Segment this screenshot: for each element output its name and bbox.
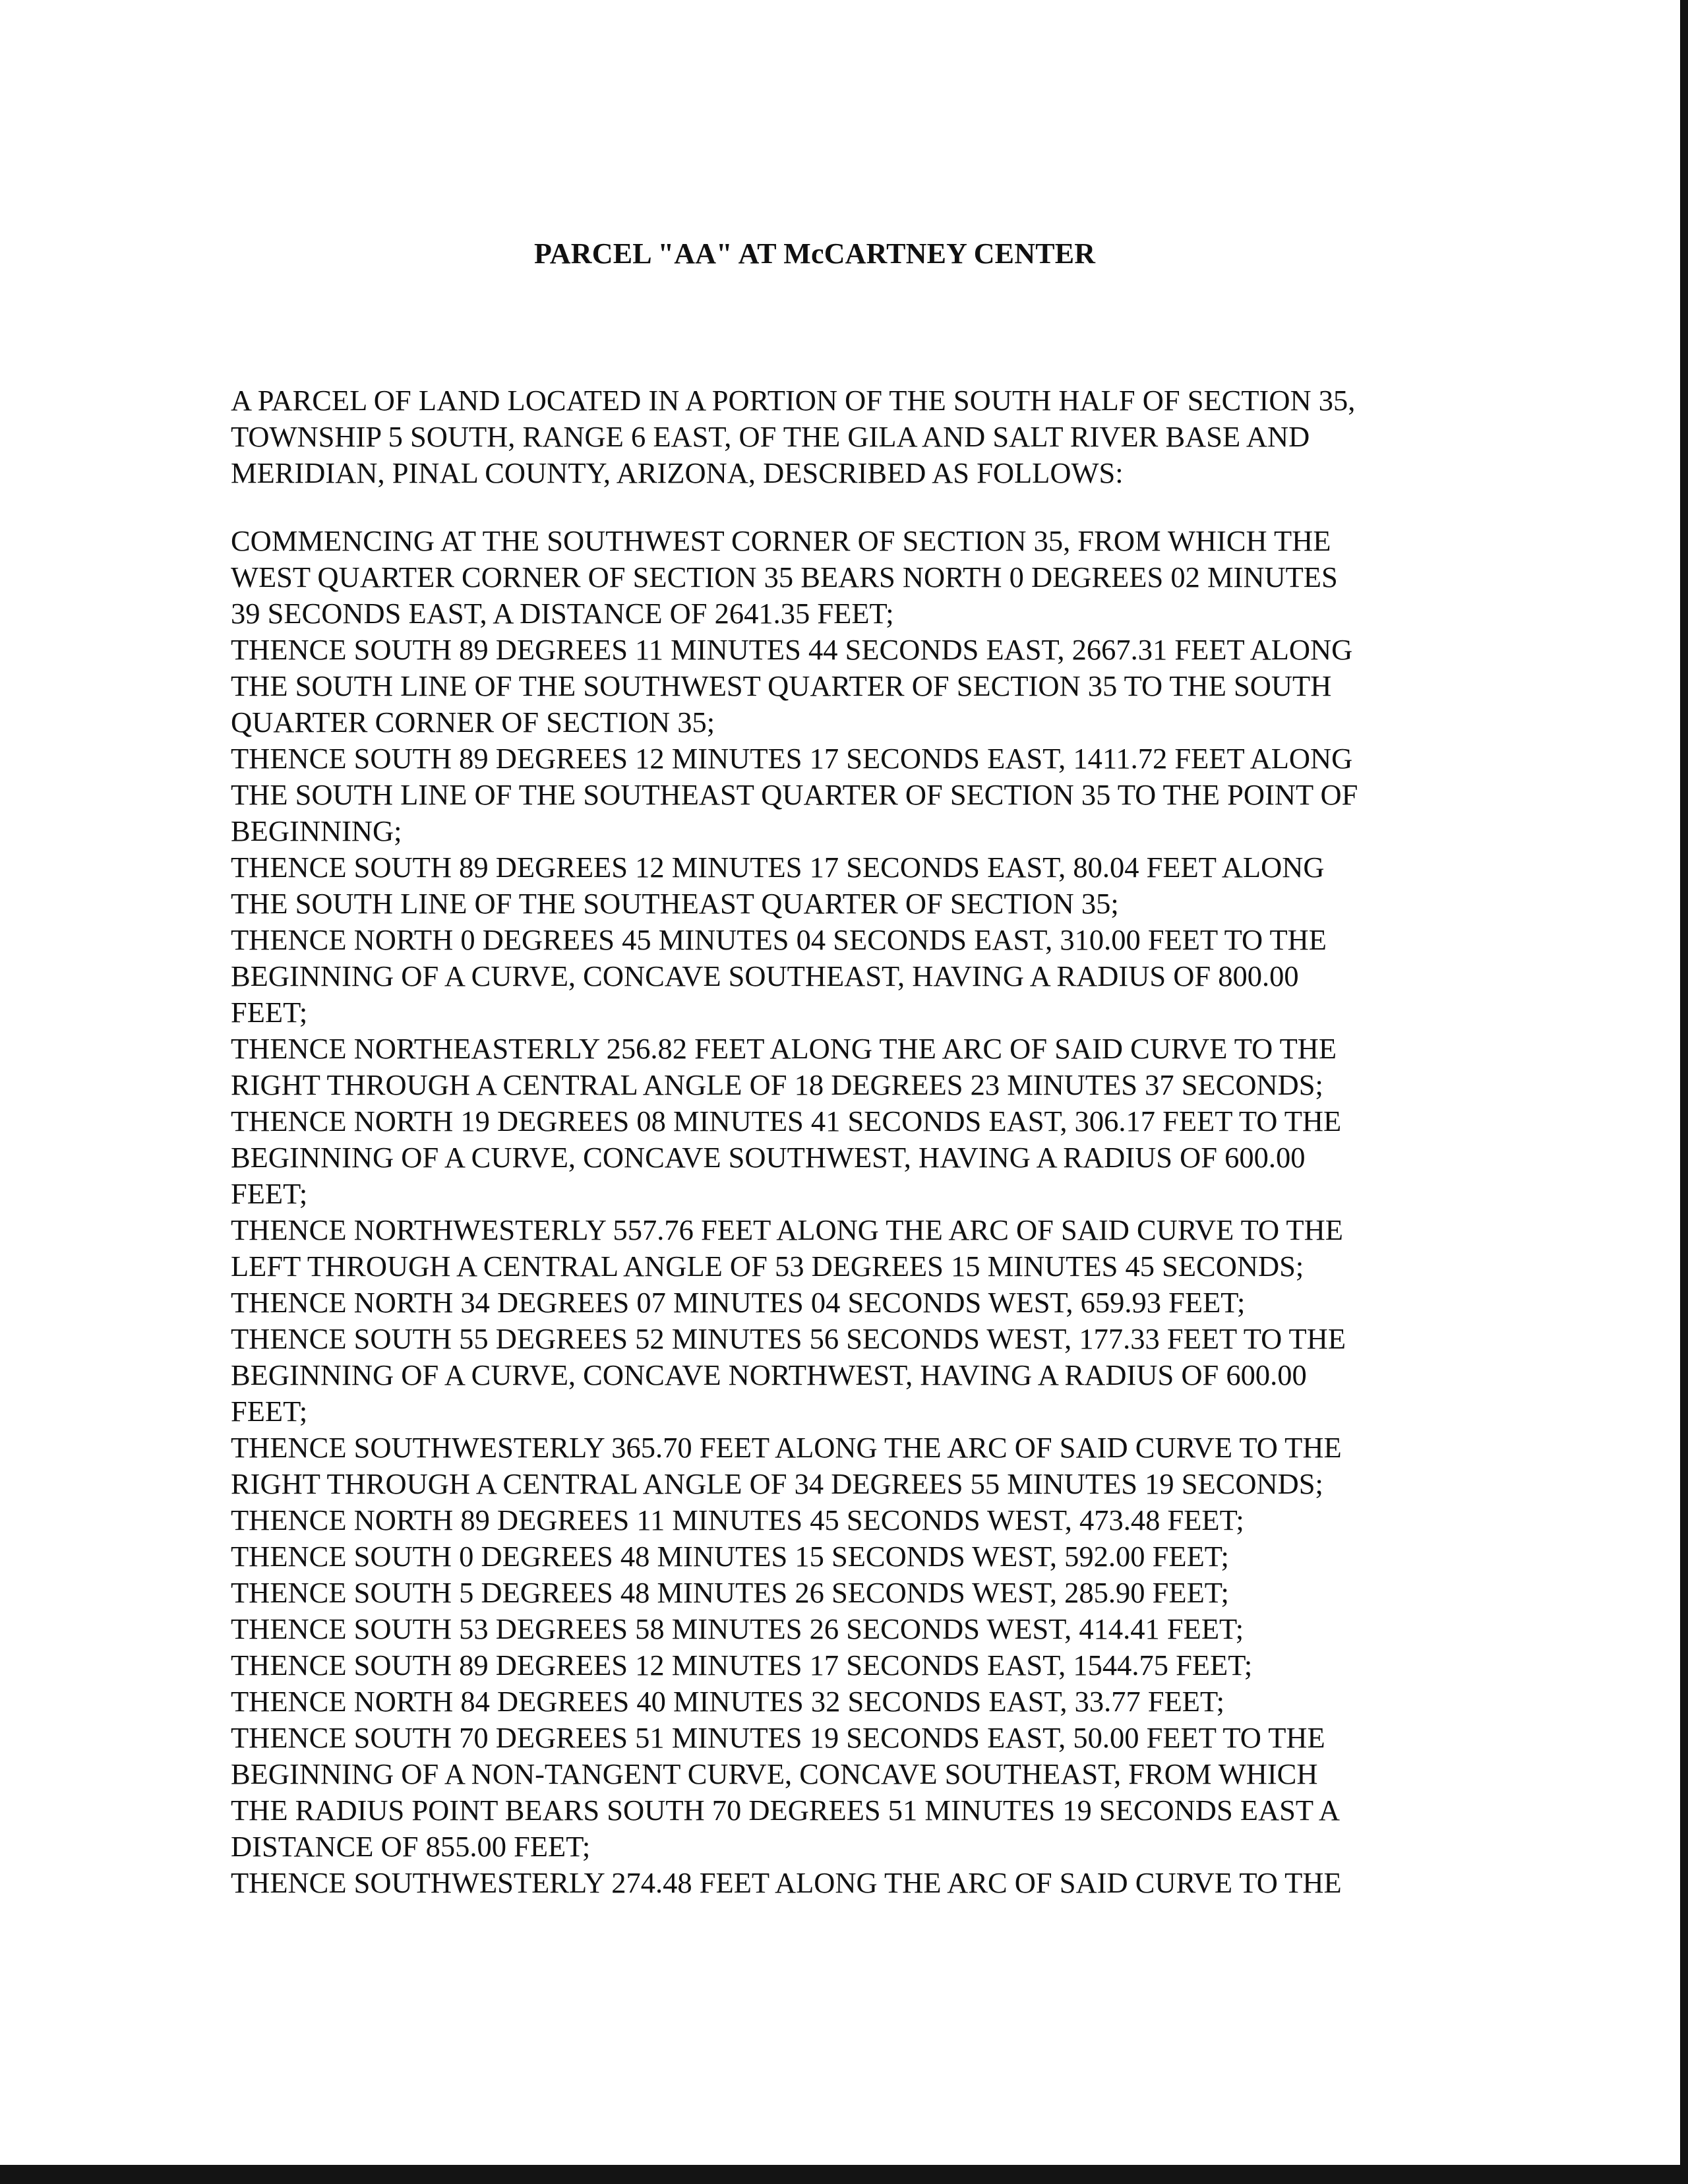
description-line: THENCE SOUTH 0 DEGREES 48 MINUTES 15 SECONDS WEST, 592.00 FEET; [231, 1540, 1229, 1573]
description-line: BEGINNING OF A CURVE, CONCAVE SOUTHWEST, HAVING A RADIUS OF 600.00 [231, 1141, 1306, 1174]
description-line: THENCE SOUTH 70 DEGREES 51 MINUTES 19 SECONDS EAST, 50.00 FEET TO THE [231, 1721, 1325, 1754]
description-line: QUARTER CORNER OF SECTION 35; [231, 706, 715, 739]
description-line: FEET; [231, 1395, 308, 1428]
description-line: THENCE SOUTH 89 DEGREES 12 MINUTES 17 SECONDS EAST, 1544.75 FEET; [231, 1649, 1253, 1682]
legal-description [231, 523, 1437, 1901]
document-title: PARCEL "AA" AT McCARTNEY CENTER [534, 237, 1096, 270]
description-line: COMMENCING AT THE SOUTHWEST CORNER OF SECTION 35, FROM WHICH THE [231, 524, 1331, 557]
intro-line: MERIDIAN, PINAL COUNTY, ARIZONA, DESCRIBED AS FOLLOWS: [231, 456, 1124, 489]
description-line: THE SOUTH LINE OF THE SOUTHEAST QUARTER OF SECTION 35 TO THE POINT OF [231, 778, 1358, 811]
description-line: THENCE SOUTH 5 DEGREES 48 MINUTES 26 SECONDS WEST, 285.90 FEET; [231, 1576, 1229, 1609]
intro-line: A PARCEL OF LAND LOCATED IN A PORTION OF THE SOUTH HALF OF SECTION 35, [231, 384, 1356, 417]
description-line: THENCE NORTH 84 DEGREES 40 MINUTES 32 SECONDS EAST, 33.77 FEET; [231, 1685, 1225, 1718]
scan-right-border [1680, 0, 1688, 2184]
description-line: THENCE NORTH 34 DEGREES 07 MINUTES 04 SECONDS WEST, 659.93 FEET; [231, 1286, 1246, 1319]
description-line: THENCE NORTHWESTERLY 557.76 FEET ALONG THE ARC OF SAID CURVE TO THE [231, 1213, 1343, 1246]
description-line: THE SOUTH LINE OF THE SOUTHEAST QUARTER OF SECTION 35; [231, 887, 1119, 920]
description-line: THENCE SOUTHWESTERLY 274.48 FEET ALONG THE ARC OF SAID CURVE TO THE [231, 1866, 1342, 1899]
description-line: THENCE SOUTH 53 DEGREES 58 MINUTES 26 SECONDS WEST, 414.41 FEET; [231, 1612, 1244, 1645]
description-line: BEGINNING OF A CURVE, CONCAVE NORTHWEST, HAVING A RADIUS OF 600.00 [231, 1358, 1307, 1391]
description-line: WEST QUARTER CORNER OF SECTION 35 BEARS NORTH 0 DEGREES 02 MINUTES [231, 561, 1338, 593]
intro-paragraph [231, 382, 1437, 491]
description-line: RIGHT THROUGH A CENTRAL ANGLE OF 34 DEGREES 55 MINUTES 19 SECONDS; [231, 1467, 1323, 1500]
description-line: LEFT THROUGH A CENTRAL ANGLE OF 53 DEGREES 15 MINUTES 45 SECONDS; [231, 1250, 1304, 1283]
description-line: FEET; [231, 1177, 308, 1210]
description-line: BEGINNING; [231, 814, 402, 847]
description-line: THE SOUTH LINE OF THE SOUTHWEST QUARTER OF SECTION 35 TO THE SOUTH [231, 669, 1332, 702]
description-line: DISTANCE OF 855.00 FEET; [231, 1830, 591, 1863]
intro-line: TOWNSHIP 5 SOUTH, RANGE 6 EAST, OF THE GILA AND SALT RIVER BASE AND [231, 420, 1310, 453]
description-line: THENCE NORTH 19 DEGREES 08 MINUTES 41 SECONDS EAST, 306.17 FEET TO THE [231, 1105, 1342, 1138]
description-line: THENCE SOUTH 55 DEGREES 52 MINUTES 56 SECONDS WEST, 177.33 FEET TO THE [231, 1322, 1346, 1355]
description-line: THENCE NORTHEASTERLY 256.82 FEET ALONG THE ARC OF SAID CURVE TO THE [231, 1032, 1337, 1065]
description-line: BEGINNING OF A CURVE, CONCAVE SOUTHEAST, HAVING A RADIUS OF 800.00 [231, 959, 1299, 992]
description-line: RIGHT THROUGH A CENTRAL ANGLE OF 18 DEGREES 23 MINUTES 37 SECONDS; [231, 1068, 1323, 1101]
description-line: THENCE NORTH 89 DEGREES 11 MINUTES 45 SECONDS WEST, 473.48 FEET; [231, 1503, 1244, 1536]
description-line: THENCE SOUTHWESTERLY 365.70 FEET ALONG THE ARC OF SAID CURVE TO THE [231, 1431, 1342, 1464]
description-line: BEGINNING OF A NON-TANGENT CURVE, CONCAVE SOUTHEAST, FROM WHICH [231, 1757, 1318, 1790]
description-line: THENCE NORTH 0 DEGREES 45 MINUTES 04 SECONDS EAST, 310.00 FEET TO THE [231, 923, 1327, 956]
description-line: THENCE SOUTH 89 DEGREES 11 MINUTES 44 SECONDS EAST, 2667.31 FEET ALONG [231, 633, 1353, 666]
description-line: 39 SECONDS EAST, A DISTANCE OF 2641.35 FEET; [231, 597, 894, 630]
description-line: THENCE SOUTH 89 DEGREES 12 MINUTES 17 SECONDS EAST, 80.04 FEET ALONG [231, 851, 1325, 884]
scan-bottom-border [0, 2165, 1688, 2184]
description-line: THENCE SOUTH 89 DEGREES 12 MINUTES 17 SECONDS EAST, 1411.72 FEET ALONG [231, 742, 1353, 775]
description-line: FEET; [231, 996, 308, 1029]
description-line: THE RADIUS POINT BEARS SOUTH 70 DEGREES 51 MINUTES 19 SECONDS EAST A [231, 1794, 1341, 1827]
